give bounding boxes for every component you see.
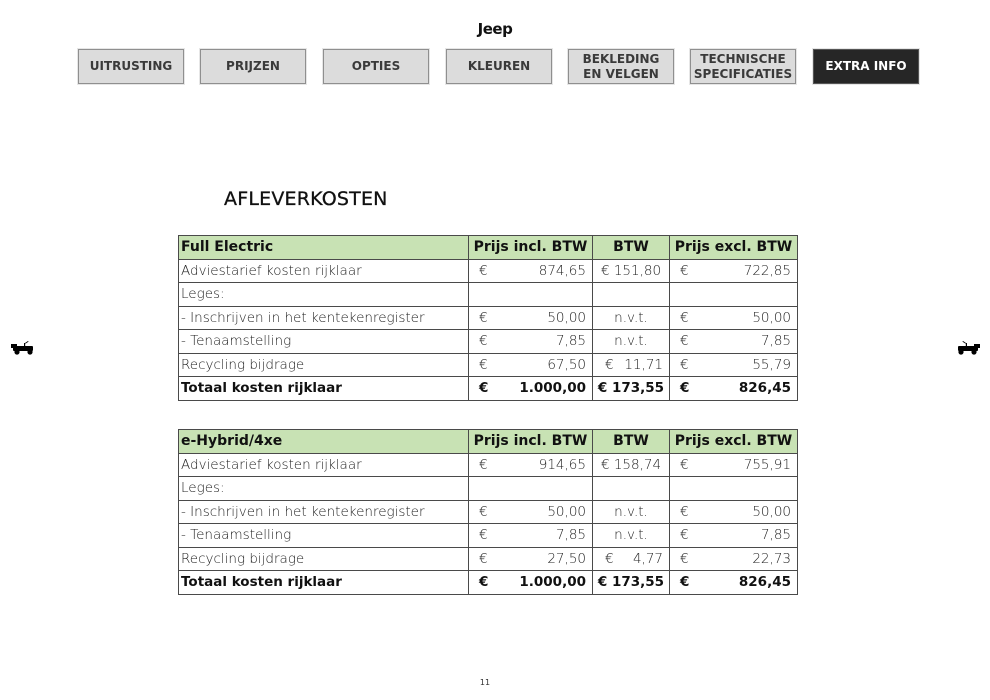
- full-electric-cost-table: [178, 235, 798, 401]
- table-title: e-Hybrid/4xe: [179, 430, 469, 454]
- row-label: Totaal kosten rijklaar: [179, 377, 469, 401]
- price-incl: 1.000,00: [519, 380, 586, 397]
- btw-value: € 173,55: [593, 377, 670, 401]
- row-label: - Inschrijven in het kentekenregister: [179, 306, 469, 330]
- row-label: Adviestarief kosten rijklaar: [179, 259, 469, 283]
- total-row: [179, 571, 798, 595]
- table-row: [179, 453, 798, 477]
- price-excl: 55,79: [752, 356, 791, 373]
- row-label: Recycling bijdrage: [179, 547, 469, 571]
- btw-value: 4,77: [632, 550, 663, 567]
- btw-value: n.v.t.: [593, 500, 670, 524]
- euro-sign: €: [479, 527, 488, 544]
- price-incl: 1.000,00: [519, 574, 586, 591]
- row-label: - Inschrijven in het kentekenregister: [179, 500, 469, 524]
- btw-value: n.v.t.: [593, 524, 670, 548]
- price-incl: 50,00: [547, 503, 586, 520]
- euro-sign: €: [479, 309, 488, 326]
- price-excl: 50,00: [752, 309, 791, 326]
- euro-sign: €: [680, 356, 689, 373]
- table-row: [179, 306, 798, 330]
- row-label: - Tenaamstelling: [179, 330, 469, 354]
- price-incl: 7,85: [555, 527, 586, 544]
- price-incl: 27,50: [547, 550, 586, 567]
- euro-sign: €: [479, 356, 488, 373]
- e-hybrid-cost-table: [178, 429, 798, 595]
- btw-value: € 158,74: [593, 453, 670, 477]
- table-row: [179, 547, 798, 571]
- total-row: [179, 377, 798, 401]
- price-excl: 826,45: [738, 380, 791, 397]
- row-label: Adviestarief kosten rijklaar: [179, 453, 469, 477]
- euro-sign: €: [479, 333, 488, 350]
- table-row: [179, 330, 798, 354]
- header-prijs-excl-btw: Prijs excl. BTW: [670, 236, 798, 260]
- price-incl: 67,50: [547, 356, 586, 373]
- header-btw: BTW: [593, 430, 670, 454]
- page-number: 11: [479, 678, 491, 687]
- euro-sign: €: [479, 550, 488, 567]
- header-prijs-excl-btw: Prijs excl. BTW: [670, 430, 798, 454]
- btw-value: € 173,55: [593, 571, 670, 595]
- price-excl: 826,45: [738, 574, 791, 591]
- table-row: [179, 524, 798, 548]
- table-row: [179, 353, 798, 377]
- nav-extra-info-button[interactable]: EXTRA INFO: [813, 49, 919, 84]
- jeep-logo: Jeep: [477, 20, 513, 38]
- price-excl: 722,85: [743, 262, 791, 279]
- euro-sign: €: [479, 380, 489, 397]
- nav-kleuren-button[interactable]: KLEUREN: [446, 49, 552, 84]
- euro-sign: €: [479, 574, 489, 591]
- row-label: Leges:: [179, 477, 469, 501]
- table-row: [179, 259, 798, 283]
- price-incl: 50,00: [547, 309, 586, 326]
- row-label: Leges:: [179, 283, 469, 307]
- euro-sign: €: [479, 456, 488, 473]
- row-label: Recycling bijdrage: [179, 353, 469, 377]
- price-excl: 755,91: [743, 456, 791, 473]
- page-title: AFLEVERKOSTEN: [224, 188, 388, 210]
- jeep-previous-page-icon[interactable]: [11, 340, 37, 356]
- euro-sign: €: [680, 262, 689, 279]
- table-row: [179, 500, 798, 524]
- euro-sign: €: [680, 527, 689, 544]
- nav-prijzen-button[interactable]: PRIJZEN: [200, 49, 306, 84]
- price-incl: 7,85: [555, 333, 586, 350]
- nav-bekleding-velgen-button[interactable]: BEKLEDING EN VELGEN: [568, 49, 674, 84]
- price-excl: 7,85: [760, 333, 791, 350]
- table-row: [179, 283, 798, 307]
- euro-sign: €: [680, 380, 690, 397]
- jeep-next-page-icon[interactable]: [954, 340, 980, 356]
- price-incl: 874,65: [538, 262, 586, 279]
- nav-uitrusting-button[interactable]: UITRUSTING: [78, 49, 184, 84]
- table-title: Full Electric: [179, 236, 469, 260]
- btw-value: n.v.t.: [593, 306, 670, 330]
- euro-sign: €: [680, 333, 689, 350]
- euro-sign: €: [680, 456, 689, 473]
- euro-sign: €: [605, 356, 614, 373]
- euro-sign: €: [680, 574, 690, 591]
- euro-sign: €: [680, 550, 689, 567]
- row-label: - Tenaamstelling: [179, 524, 469, 548]
- header-prijs-incl-btw: Prijs incl. BTW: [469, 236, 593, 260]
- header-prijs-incl-btw: Prijs incl. BTW: [469, 430, 593, 454]
- price-excl: 50,00: [752, 503, 791, 520]
- euro-sign: €: [479, 503, 488, 520]
- nav-opties-button[interactable]: OPTIES: [323, 49, 429, 84]
- euro-sign: €: [605, 550, 614, 567]
- price-incl: 914,65: [538, 456, 586, 473]
- header-btw: BTW: [593, 236, 670, 260]
- btw-value: 11,71: [624, 356, 663, 373]
- table-header-row: [179, 236, 798, 260]
- section-nav: [0, 49, 990, 86]
- nav-technische-specificaties-button[interactable]: TECHNISCHE SPECIFICATIES: [690, 49, 796, 84]
- price-excl: 22,73: [752, 550, 791, 567]
- price-excl: 7,85: [760, 527, 791, 544]
- euro-sign: €: [479, 262, 488, 279]
- btw-value: € 151,80: [593, 259, 670, 283]
- row-label: Totaal kosten rijklaar: [179, 571, 469, 595]
- table-header-row: [179, 430, 798, 454]
- euro-sign: €: [680, 309, 689, 326]
- btw-value: n.v.t.: [593, 330, 670, 354]
- euro-sign: €: [680, 503, 689, 520]
- table-row: [179, 477, 798, 501]
